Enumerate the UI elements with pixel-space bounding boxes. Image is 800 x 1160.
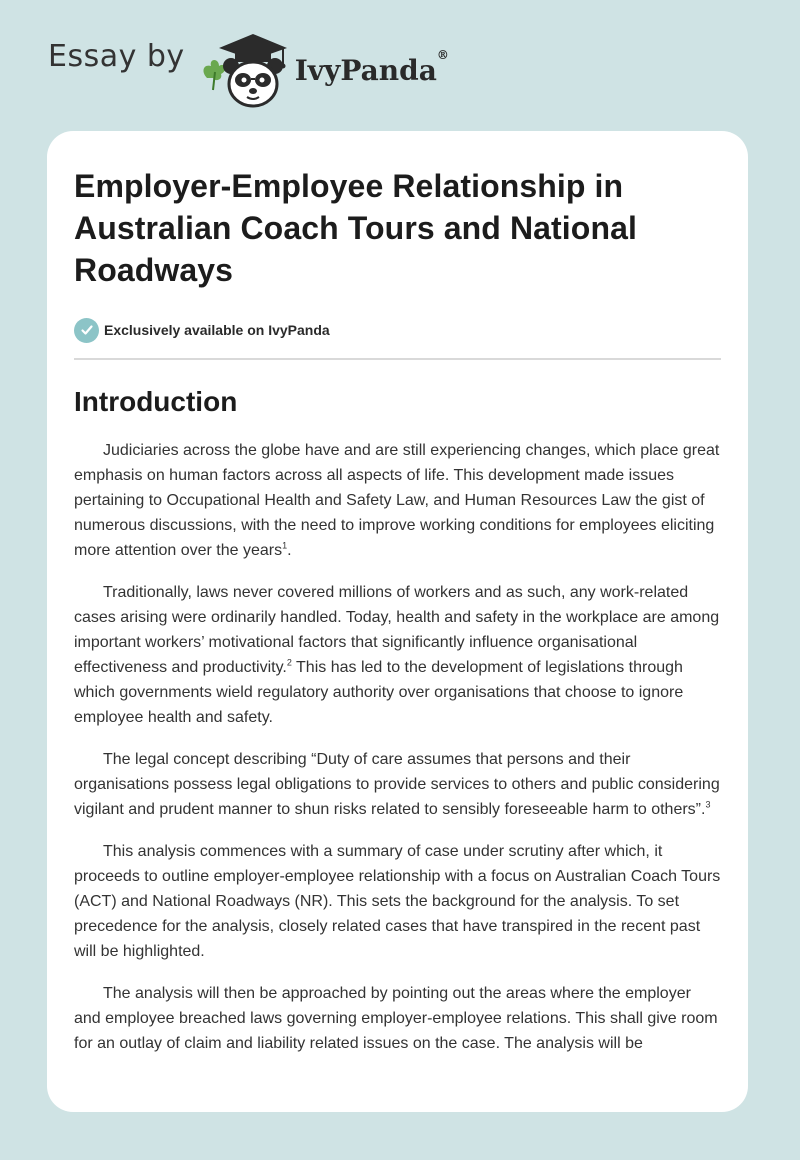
divider (74, 358, 721, 360)
brand-prefix: Essay by (48, 38, 185, 74)
brand-header (48, 28, 449, 112)
footnote-ref[interactable]: 1 (282, 540, 288, 551)
paragraph: The analysis will then be approached by pointing out the areas where the employer and employee breached laws governing employer-employee relations. This shall give room for an outlay of claim and liability related issues on the case. The analysis will be (74, 985, 718, 1052)
brand-name: IvyPanda® (294, 47, 449, 87)
registered-mark: ® (436, 47, 449, 62)
checkmark-icon (74, 318, 99, 343)
footnote-ref[interactable]: 2 (286, 657, 292, 668)
paragraph: Traditionally, laws never covered millions of workers and as such, any work-related cases arising were ordinarily handled. Today, health and safety in the workplace are among important workers’ motivational factors that significantly influence organisational effectiveness and productivity.$^2$ This has led to the development of legislations through which governments wield regulatory authority over organisations that choose to ignore employee health and safety. (74, 584, 720, 726)
section-heading: Introduction (74, 386, 238, 417)
footnote-ref[interactable]: 3 (705, 799, 711, 810)
paragraph: This analysis commences with a summary of case under scrutiny after which, it proceeds to outline employer-employee relationship with a focus on Australian Coach Tours (ACT) and National Roadways (NR). This sets the background for the analysis. To set precedence for the analysis, closely related cases that have transpired in the recent past will be highlighted. (74, 843, 721, 960)
exclusive-badge-label: Exclusively available on IvyPanda (104, 322, 330, 338)
body-text (74, 438, 721, 1056)
document-title: Employer-Employee Relationship in Australian Coach Tours and National Roadways (74, 168, 637, 288)
paragraph: Judiciaries across the globe have and are still experiencing changes, which place great emphasis on human factors across all aspects of life. This development made issues pertaining to Occupational Health and Safety Law, and Human Resources Law the gist of numerous discussions, with the need to improve working conditions for employees eliciting more attention over the years$^1$. (74, 442, 720, 559)
paragraph: The legal concept describing “Duty of care assumes that persons and their organisations possess legal obligations to provide services to others and public considering vigilant and prudent manner to shun risks related to sensibly foreseeable harm to others”.$^3$ (74, 751, 720, 818)
panda-graduate-icon (199, 28, 291, 112)
document-card (47, 131, 748, 1112)
exclusive-badge (74, 317, 721, 343)
